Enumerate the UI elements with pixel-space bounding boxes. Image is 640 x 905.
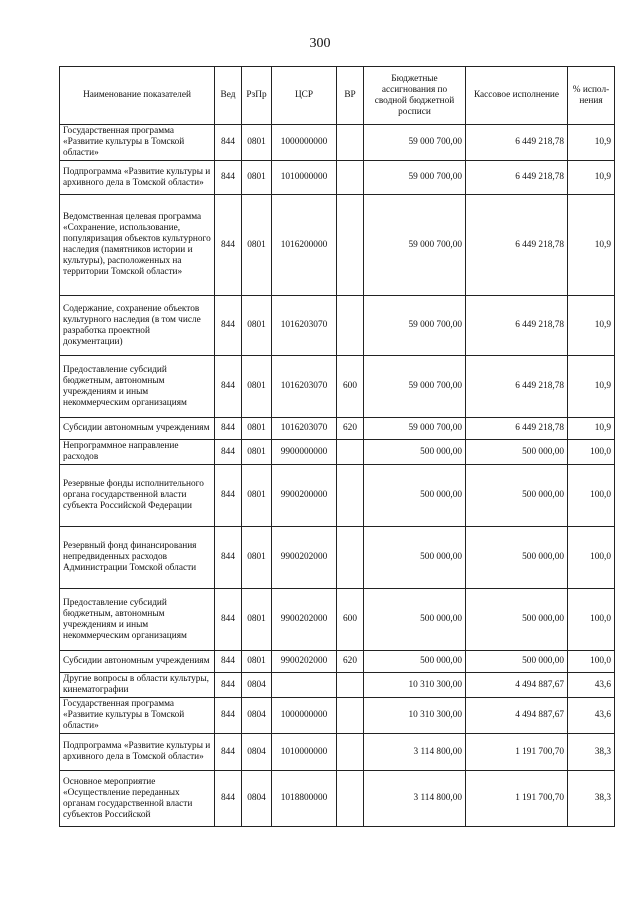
cell-ved: 844 xyxy=(215,465,242,527)
cell-percent: 10,9 xyxy=(568,296,615,356)
cell-rzpr: 0804 xyxy=(242,734,272,771)
cell-rzpr: 0801 xyxy=(242,296,272,356)
cell-csr: 9900000000 xyxy=(272,440,337,465)
cell-rzpr: 0801 xyxy=(242,161,272,195)
cell-assigned: 3 114 800,00 xyxy=(364,734,466,771)
cell-percent: 38,3 xyxy=(568,771,615,827)
table-row xyxy=(60,734,615,771)
table-row xyxy=(60,440,615,465)
cell-csr xyxy=(272,673,337,698)
cell-name: Государственная программа «Развитие культуры в Томской области» xyxy=(60,698,215,734)
cell-vr xyxy=(337,440,364,465)
cell-name: Основное мероприятие «Осуществление переданных органам государственной власти субъектов Российской xyxy=(60,771,215,827)
cell-vr xyxy=(337,161,364,195)
header-vr: ВР xyxy=(337,67,364,125)
cell-name: Непрограммное направление расходов xyxy=(60,440,215,465)
cell-rzpr: 0801 xyxy=(242,418,272,440)
table-row xyxy=(60,698,615,734)
cell-csr: 1018800000 xyxy=(272,771,337,827)
cell-assigned: 500 000,00 xyxy=(364,527,466,589)
cell-vr xyxy=(337,465,364,527)
cell-ved: 844 xyxy=(215,296,242,356)
cell-assigned: 10 310 300,00 xyxy=(364,698,466,734)
cell-csr: 9900202000 xyxy=(272,527,337,589)
cell-percent: 10,9 xyxy=(568,161,615,195)
cell-executed: 6 449 218,78 xyxy=(466,356,568,418)
table-row xyxy=(60,589,615,651)
cell-executed: 500 000,00 xyxy=(466,440,568,465)
table-row xyxy=(60,527,615,589)
cell-csr: 1016203070 xyxy=(272,296,337,356)
cell-executed: 1 191 700,70 xyxy=(466,771,568,827)
header-rzpr: РзПр xyxy=(242,67,272,125)
cell-executed: 500 000,00 xyxy=(466,651,568,673)
cell-assigned: 500 000,00 xyxy=(364,589,466,651)
cell-name: Ведомственная целевая программа «Сохранение, использование, популяризация объектов культурного наследия (памятников истории и культуры), расположенных на территории Томской области» xyxy=(60,195,215,296)
cell-percent: 10,9 xyxy=(568,125,615,161)
cell-ved: 844 xyxy=(215,356,242,418)
cell-vr: 600 xyxy=(337,589,364,651)
cell-name: Подпрограмма «Развитие культуры и архивного дела в Томской области» xyxy=(60,734,215,771)
cell-vr: 600 xyxy=(337,356,364,418)
page-number: 300 xyxy=(309,36,331,51)
header-assigned: Бюджетные ассигнования по сводной бюджетной росписи xyxy=(364,67,466,125)
cell-name: Другие вопросы в области культуры, кинематографии xyxy=(60,673,215,698)
table-row xyxy=(60,771,615,827)
cell-csr: 1010000000 xyxy=(272,161,337,195)
header-executed: Кассовое исполнение xyxy=(466,67,568,125)
budget-table xyxy=(59,66,615,827)
cell-vr xyxy=(337,734,364,771)
cell-assigned: 59 000 700,00 xyxy=(364,161,466,195)
header-csr: ЦСР xyxy=(272,67,337,125)
cell-name: Предоставление субсидий бюджетным, автономным учреждениям и иным некоммерческим организациям xyxy=(60,589,215,651)
cell-vr xyxy=(337,195,364,296)
cell-name: Предоставление субсидий бюджетным, автономным учреждениям и иным некоммерческим организациям xyxy=(60,356,215,418)
table-header-row xyxy=(60,67,615,125)
cell-percent: 100,0 xyxy=(568,465,615,527)
header-percent: % испол-нения xyxy=(568,67,615,125)
table-row xyxy=(60,161,615,195)
cell-vr xyxy=(337,698,364,734)
cell-vr: 620 xyxy=(337,651,364,673)
cell-rzpr: 0801 xyxy=(242,651,272,673)
cell-executed: 1 191 700,70 xyxy=(466,734,568,771)
cell-name: Субсидии автономным учреждениям xyxy=(60,418,215,440)
cell-rzpr: 0801 xyxy=(242,195,272,296)
cell-assigned: 59 000 700,00 xyxy=(364,418,466,440)
cell-rzpr: 0804 xyxy=(242,771,272,827)
table-row xyxy=(60,125,615,161)
cell-executed: 6 449 218,78 xyxy=(466,195,568,296)
cell-assigned: 59 000 700,00 xyxy=(364,125,466,161)
cell-assigned: 59 000 700,00 xyxy=(364,296,466,356)
cell-assigned: 10 310 300,00 xyxy=(364,673,466,698)
cell-assigned: 500 000,00 xyxy=(364,465,466,527)
cell-percent: 38,3 xyxy=(568,734,615,771)
cell-executed: 6 449 218,78 xyxy=(466,125,568,161)
cell-rzpr: 0804 xyxy=(242,673,272,698)
cell-executed: 500 000,00 xyxy=(466,465,568,527)
cell-ved: 844 xyxy=(215,589,242,651)
cell-percent: 10,9 xyxy=(568,195,615,296)
cell-ved: 844 xyxy=(215,125,242,161)
cell-assigned: 500 000,00 xyxy=(364,440,466,465)
cell-executed: 4 494 887,67 xyxy=(466,673,568,698)
header-name: Наименование показателей xyxy=(60,67,215,125)
cell-rzpr: 0801 xyxy=(242,527,272,589)
cell-percent: 100,0 xyxy=(568,589,615,651)
table-row xyxy=(60,195,615,296)
cell-csr: 1016203070 xyxy=(272,356,337,418)
cell-assigned: 3 114 800,00 xyxy=(364,771,466,827)
cell-percent: 43,6 xyxy=(568,673,615,698)
cell-ved: 844 xyxy=(215,195,242,296)
table-row xyxy=(60,356,615,418)
cell-csr: 9900202000 xyxy=(272,651,337,673)
table-row xyxy=(60,651,615,673)
cell-percent: 100,0 xyxy=(568,527,615,589)
cell-vr xyxy=(337,771,364,827)
cell-ved: 844 xyxy=(215,527,242,589)
cell-name: Резервные фонды исполнительного органа государственной власти субъекта Российской Федерации xyxy=(60,465,215,527)
header-ved: Вед xyxy=(215,67,242,125)
table-row xyxy=(60,465,615,527)
cell-rzpr: 0801 xyxy=(242,356,272,418)
cell-percent: 43,6 xyxy=(568,698,615,734)
cell-ved: 844 xyxy=(215,651,242,673)
cell-vr: 620 xyxy=(337,418,364,440)
cell-csr: 1010000000 xyxy=(272,734,337,771)
cell-executed: 500 000,00 xyxy=(466,527,568,589)
cell-assigned: 59 000 700,00 xyxy=(364,356,466,418)
cell-assigned: 59 000 700,00 xyxy=(364,195,466,296)
cell-rzpr: 0804 xyxy=(242,698,272,734)
cell-ved: 844 xyxy=(215,734,242,771)
cell-vr xyxy=(337,125,364,161)
cell-executed: 500 000,00 xyxy=(466,589,568,651)
table-row xyxy=(60,418,615,440)
cell-name: Содержание, сохранение объектов культурного наследия (в том числе разработка проектной документации) xyxy=(60,296,215,356)
cell-vr xyxy=(337,673,364,698)
cell-percent: 10,9 xyxy=(568,418,615,440)
cell-vr xyxy=(337,296,364,356)
cell-name: Государственная программа «Развитие культуры в Томской области» xyxy=(60,125,215,161)
cell-executed: 6 449 218,78 xyxy=(466,161,568,195)
cell-csr: 1016203070 xyxy=(272,418,337,440)
cell-ved: 844 xyxy=(215,698,242,734)
cell-vr xyxy=(337,527,364,589)
table-row xyxy=(60,673,615,698)
cell-csr: 9900202000 xyxy=(272,589,337,651)
cell-csr: 1016200000 xyxy=(272,195,337,296)
cell-executed: 6 449 218,78 xyxy=(466,296,568,356)
cell-percent: 10,9 xyxy=(568,356,615,418)
cell-rzpr: 0801 xyxy=(242,440,272,465)
cell-percent: 100,0 xyxy=(568,651,615,673)
cell-assigned: 500 000,00 xyxy=(364,651,466,673)
cell-executed: 4 494 887,67 xyxy=(466,698,568,734)
cell-csr: 9900200000 xyxy=(272,465,337,527)
cell-ved: 844 xyxy=(215,161,242,195)
cell-rzpr: 0801 xyxy=(242,465,272,527)
cell-name: Подпрограмма «Развитие культуры и архивного дела в Томской области» xyxy=(60,161,215,195)
cell-executed: 6 449 218,78 xyxy=(466,418,568,440)
cell-csr: 1000000000 xyxy=(272,698,337,734)
cell-ved: 844 xyxy=(215,673,242,698)
table-row xyxy=(60,296,615,356)
cell-rzpr: 0801 xyxy=(242,125,272,161)
cell-ved: 844 xyxy=(215,771,242,827)
cell-ved: 844 xyxy=(215,440,242,465)
cell-rzpr: 0801 xyxy=(242,589,272,651)
cell-percent: 100,0 xyxy=(568,440,615,465)
cell-name: Субсидии автономным учреждениям xyxy=(60,651,215,673)
cell-ved: 844 xyxy=(215,418,242,440)
cell-name: Резервный фонд финансирования непредвиденных расходов Администрации Томской области xyxy=(60,527,215,589)
cell-csr: 1000000000 xyxy=(272,125,337,161)
